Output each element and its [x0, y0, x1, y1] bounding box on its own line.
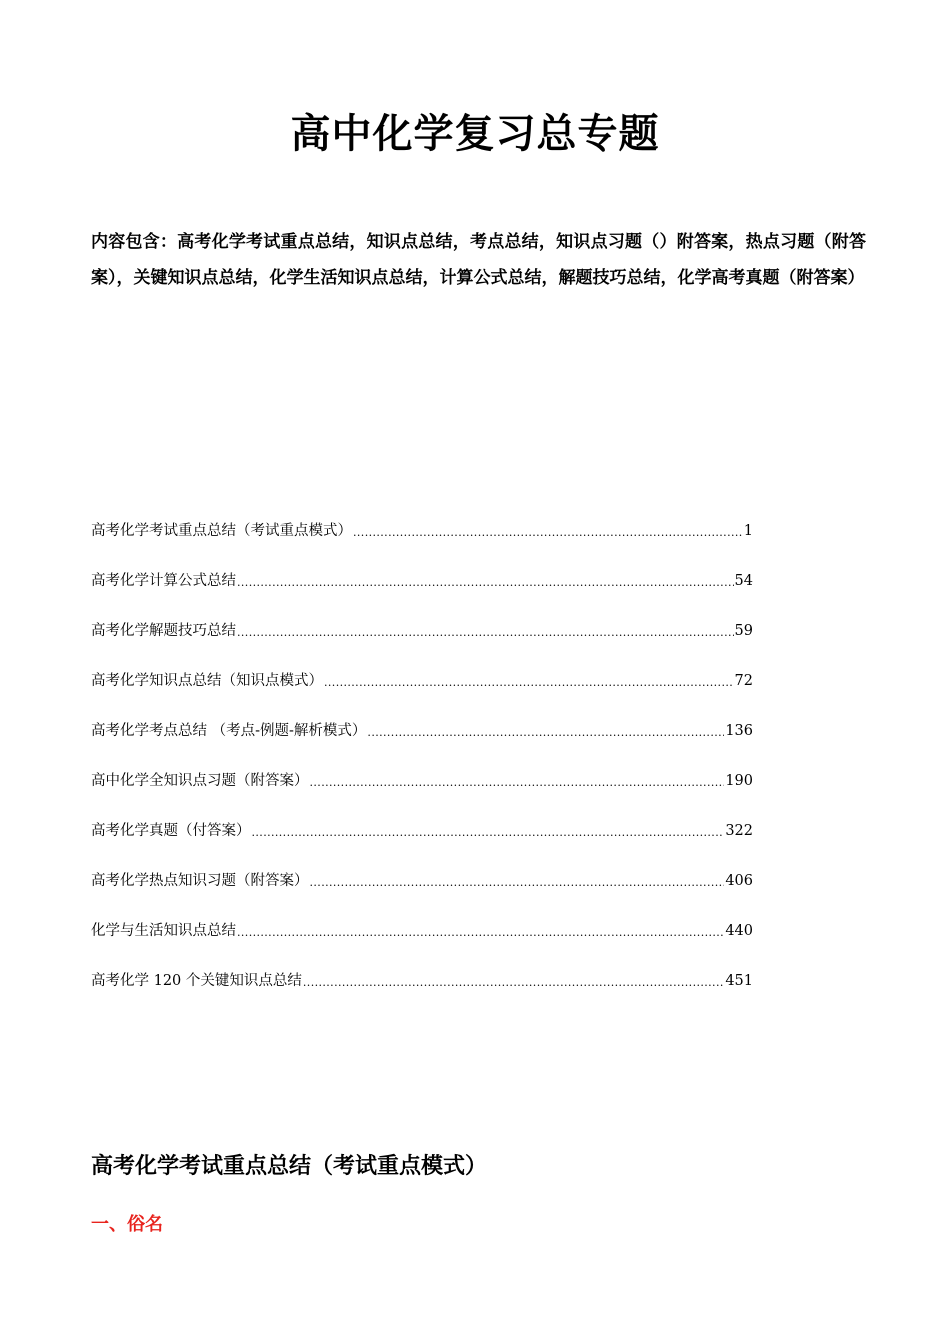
toc-entry[interactable]: [91, 518, 753, 544]
subsection-heading: 一、俗名: [91, 1214, 163, 1235]
table-of-contents: [91, 518, 753, 994]
toc-entry[interactable]: [91, 894, 753, 944]
toc-entry-page: 59: [734, 623, 753, 639]
toc-entry-title: 高考化学真题（付答案）: [91, 823, 251, 839]
toc-leader-dots: [324, 672, 734, 694]
toc-entry-page: 54: [734, 573, 753, 589]
toc-entry[interactable]: [91, 844, 753, 894]
toc-entry-title: 高考化学计算公式总结: [91, 573, 236, 589]
toc-entry-title: 高考化学 120 个关键知识点总结: [91, 973, 302, 989]
content-summary: 内容包含：高考化学考试重点总结，知识点总结，考点总结，知识点习题（）附答案，热点习题（附答案），关键知识点总结，化学生活知识点总结，计算公式总结，解题技巧总结，化学高考真题（附答案）: [91, 232, 866, 288]
toc-entry-title: 高考化学考点总结 （考点-例题-解析模式）: [91, 723, 367, 739]
toc-entry[interactable]: [91, 744, 753, 794]
toc-entry-title: 化学与生活知识点总结: [91, 923, 236, 939]
toc-entry[interactable]: [91, 944, 753, 994]
toc-leader-dots: [237, 572, 734, 594]
toc-entry-page: 1: [743, 523, 753, 539]
toc-entry-title: 高考化学考试重点总结（考试重点模式）: [91, 523, 352, 539]
toc-entry-page: 406: [725, 873, 753, 889]
toc-entry-title: 高考化学知识点总结（知识点模式）: [91, 673, 323, 689]
toc-entry[interactable]: [91, 694, 753, 744]
toc-entry-page: 322: [725, 823, 753, 839]
toc-entry-page: 72: [734, 673, 753, 689]
toc-entry-title: 高考化学热点知识习题（附答案）: [91, 873, 309, 889]
toc-leader-dots: [252, 822, 725, 844]
toc-entry[interactable]: [91, 594, 753, 644]
toc-leader-dots: [303, 972, 724, 994]
toc-entry-page: 136: [725, 723, 753, 739]
toc-entry[interactable]: [91, 794, 753, 844]
document-title: 高中化学复习总专题: [290, 111, 660, 157]
toc-leader-dots: [310, 872, 725, 894]
toc-leader-dots: [237, 622, 734, 644]
toc-leader-dots: [310, 772, 725, 794]
toc-entry[interactable]: [91, 644, 753, 694]
toc-leader-dots: [237, 922, 724, 944]
toc-entry-page: 190: [725, 773, 753, 789]
toc-entry-title: 高中化学全知识点习题（附答案）: [91, 773, 309, 789]
toc-leader-dots: [367, 722, 724, 744]
toc-leader-dots: [353, 522, 743, 544]
toc-entry-title: 高考化学解题技巧总结: [91, 623, 236, 639]
toc-entry-page: 451: [725, 973, 753, 989]
section-heading: 高考化学考试重点总结（考试重点模式）: [91, 1154, 488, 1179]
toc-entry[interactable]: [91, 544, 753, 594]
toc-entry-page: 440: [725, 923, 753, 939]
